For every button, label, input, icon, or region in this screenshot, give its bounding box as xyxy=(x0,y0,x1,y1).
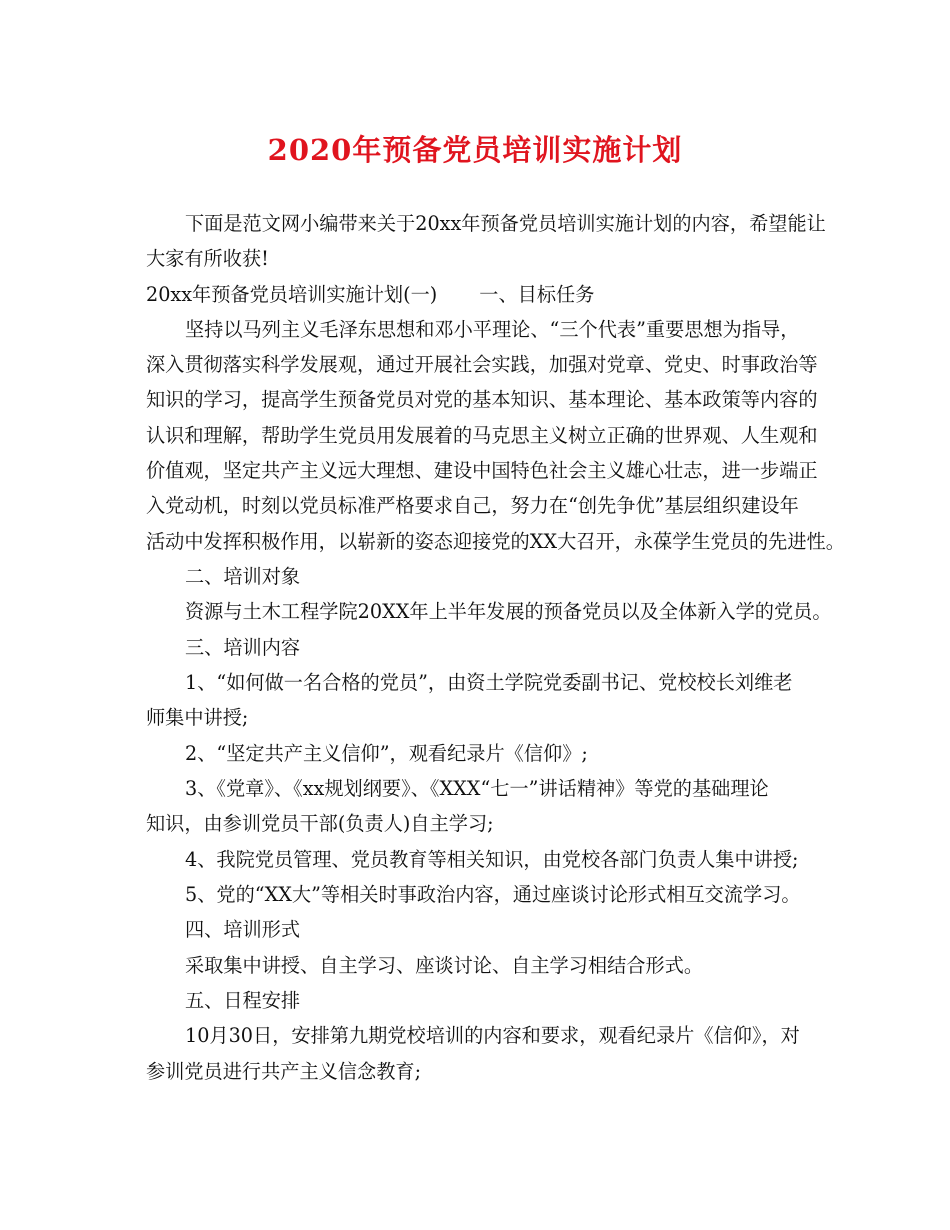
section1-body-line-2: 深入贯彻落实科学发展观，通过开展社会实践，加强对党章、党史、时事政治等 xyxy=(146,353,818,376)
section3-heading: 三、培训内容 xyxy=(185,636,301,659)
item2: 2、“坚定共产主义信仰”，观看纪录片《信仰》; xyxy=(185,742,588,765)
section2-heading: 二、培训对象 xyxy=(185,565,301,588)
plan-heading: 20xx年预备党员培训实施计划(一) xyxy=(146,283,438,306)
item5: 5、党的“XX大”等相关时事政治内容，通过座谈讨论形式相互交流学习。 xyxy=(185,883,801,906)
section1-body-line-3: 知识的学习，提高学生预备党员对党的基本知识、基本理论、基本政策等内容的 xyxy=(146,388,818,411)
intro-line-2: 大家有所收获! xyxy=(146,247,269,270)
section5-heading: 五、日程安排 xyxy=(185,989,301,1012)
section2-body: 资源与土木工程学院20XX年上半年发展的预备党员以及全体新入学的党员。 xyxy=(185,600,832,623)
section1-body-line-5: 价值观，坚定共产主义远大理想、建设中国特色社会主义雄心壮志，进一步端正 xyxy=(146,459,818,482)
section5-body-line-2: 参训党员进行共产主义信念教育; xyxy=(146,1060,422,1083)
document-title: 2020年预备党员培训实施计划 xyxy=(267,133,683,167)
section1-body-line-6: 入党动机，时刻以党员标准严格要求自己，努力在“创先争优”基层组织建设年 xyxy=(146,494,799,517)
section4-body: 采取集中讲授、自主学习、座谈讨论、自主学习相结合形式。 xyxy=(185,954,704,977)
section1-body-line-7: 活动中发挥积极作用，以崭新的姿态迎接党的XX大召开，永葆学生党员的先进性。 xyxy=(146,530,845,553)
item3-line-1: 3、《党章》、《xx规划纲要》、《XXX“七一”讲话精神》等党的基础理论 xyxy=(185,777,769,800)
item3-line-2: 知识，由参训党员干部(负责人)自主学习; xyxy=(146,812,494,835)
section5-body-line-1: 10月30日，安排第九期党校培训的内容和要求，观看纪录片《信仰》，对 xyxy=(185,1024,800,1047)
section1-body-line-1: 坚持以马列主义毛泽东思想和邓小平理论、“三个代表”重要思想为指导， xyxy=(185,318,800,341)
item4: 4、我院党员管理、党员教育等相关知识，由党校各部门负责人集中讲授; xyxy=(185,848,799,871)
section1-heading: 一、目标任务 xyxy=(479,283,595,306)
item1-line-1: 1、“如何做一名合格的党员”，由资土学院党委副书记、党校校长刘维老 xyxy=(185,671,793,694)
section4-heading: 四、培训形式 xyxy=(185,918,301,941)
item1-line-2: 师集中讲授; xyxy=(146,706,249,729)
intro-line-1: 下面是范文网小编带来关于20xx年预备党员培训实施计划的内容，希望能让 xyxy=(185,212,826,235)
plan-heading-line xyxy=(146,283,594,307)
section1-body-line-4: 认识和理解，帮助学生党员用发展着的马克思主义树立正确的世界观、人生观和 xyxy=(146,424,818,447)
